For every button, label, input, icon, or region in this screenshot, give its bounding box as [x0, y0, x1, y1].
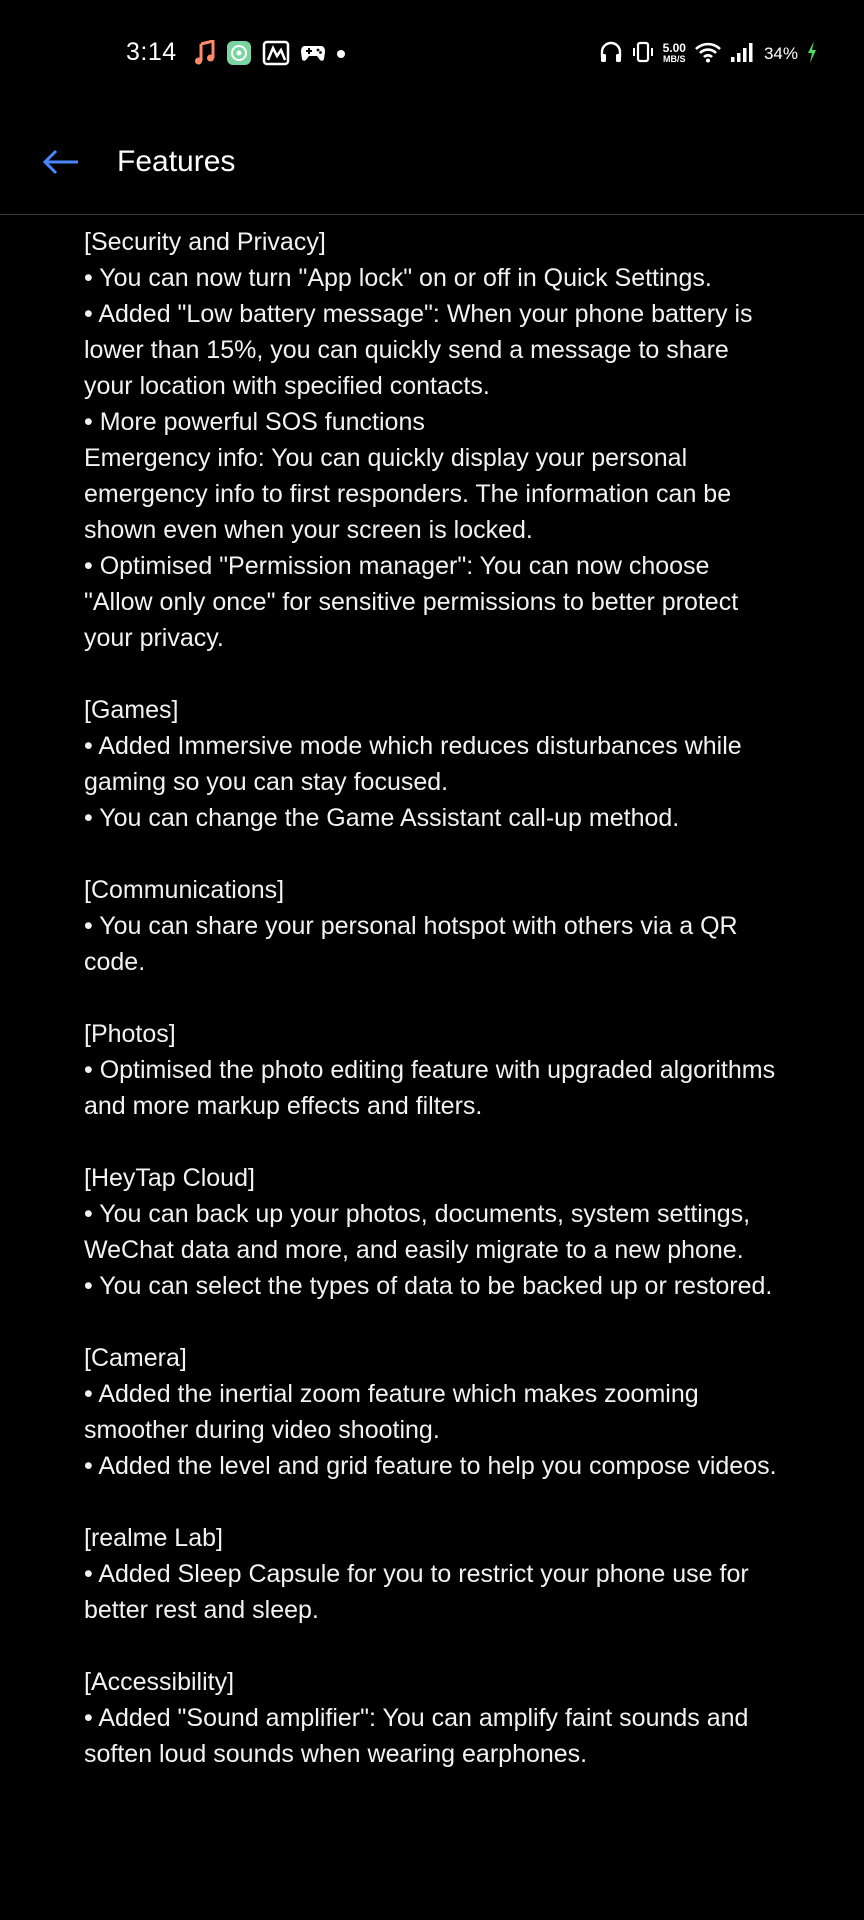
section-heading: [Camera]: [84, 1344, 187, 1372]
feature-item: • Added the level and grid feature to help you compose videos.: [84, 1452, 777, 1480]
section-photos: [84, 1016, 784, 1124]
feature-item: • Added Sleep Capsule for you to restrict your phone use for better rest and sleep.: [84, 1560, 749, 1624]
notification-icons: [194, 40, 346, 70]
feature-item: • Added Immersive mode which reduces disturbances while gaming so you can stay focused.: [84, 732, 742, 796]
section-realme-lab: [84, 1520, 784, 1628]
game-controller-icon: [300, 43, 326, 68]
signal-icon: [730, 41, 756, 68]
section-heading: [Games]: [84, 696, 179, 724]
feature-item: • You can share your personal hotspot with others via a QR code.: [84, 912, 738, 976]
headphones-icon: [599, 41, 623, 68]
section-accessibility: [84, 1664, 784, 1772]
wifi-icon: [694, 41, 722, 68]
status-time: 3:14: [126, 38, 177, 66]
vibrate-icon: [631, 40, 655, 69]
status-bar: [0, 0, 864, 110]
network-speed-unit: MB/S: [663, 54, 686, 64]
section-heading: [Security and Privacy]: [84, 228, 326, 256]
feature-item: • Added "Low battery message": When your phone battery is lower than 15%, you can quickly send a message to share your location with specified contacts.: [84, 300, 753, 400]
section-heading: [Photos]: [84, 1020, 176, 1048]
music-app-icon: [194, 40, 216, 71]
feature-item: Emergency info: You can quickly display your personal emergency info to first responders. The information can be shown even when your screen is locked.: [84, 444, 732, 544]
page-title: Features: [117, 145, 236, 178]
battery-percentage: 34%: [763, 44, 798, 63]
features-content: [84, 224, 784, 1808]
section-heading: [Accessibility]: [84, 1668, 235, 1696]
feature-item: • Optimised "Permission manager": You can now choose "Allow only once" for sensitive permissions to better protect your privacy.: [84, 552, 739, 652]
network-speed: [663, 43, 686, 65]
section-camera: [84, 1340, 784, 1484]
section-games: [84, 692, 784, 836]
app-header: [0, 110, 864, 215]
back-arrow-icon: [42, 149, 80, 180]
network-speed-value: 5.00: [662, 41, 686, 55]
feature-item: • You can now turn "App lock" on or off in Quick Settings.: [84, 264, 712, 292]
green-app-icon: [226, 40, 252, 71]
feature-item: • You can change the Game Assistant call-up method.: [84, 804, 680, 832]
notification-dot-icon: [336, 46, 346, 64]
section-heytap-cloud: [84, 1160, 784, 1304]
section-heading: [Communications]: [84, 876, 285, 904]
photo-app-icon: [262, 40, 290, 71]
charging-icon: [806, 40, 818, 69]
feature-item: • Added "Sound amplifier": You can amplify faint sounds and soften loud sounds when wearing earphones.: [84, 1704, 749, 1768]
section-heading: [realme Lab]: [84, 1524, 223, 1552]
section-communications: [84, 872, 784, 980]
feature-item: • Optimised the photo editing feature with upgraded algorithms and more markup effects and filters.: [84, 1056, 776, 1120]
section-security-privacy: [84, 224, 784, 656]
system-icons: [599, 38, 818, 70]
feature-item: • You can select the types of data to be backed up or restored.: [84, 1272, 773, 1300]
section-heading: [HeyTap Cloud]: [84, 1164, 255, 1192]
back-button[interactable]: [36, 144, 86, 184]
feature-item: • More powerful SOS functions: [84, 408, 425, 436]
feature-item: • You can back up your photos, documents, system settings, WeChat data and more, and easily migrate to a new phone.: [84, 1200, 751, 1264]
feature-item: • Added the inertial zoom feature which makes zooming smoother during video shooting.: [84, 1380, 699, 1444]
